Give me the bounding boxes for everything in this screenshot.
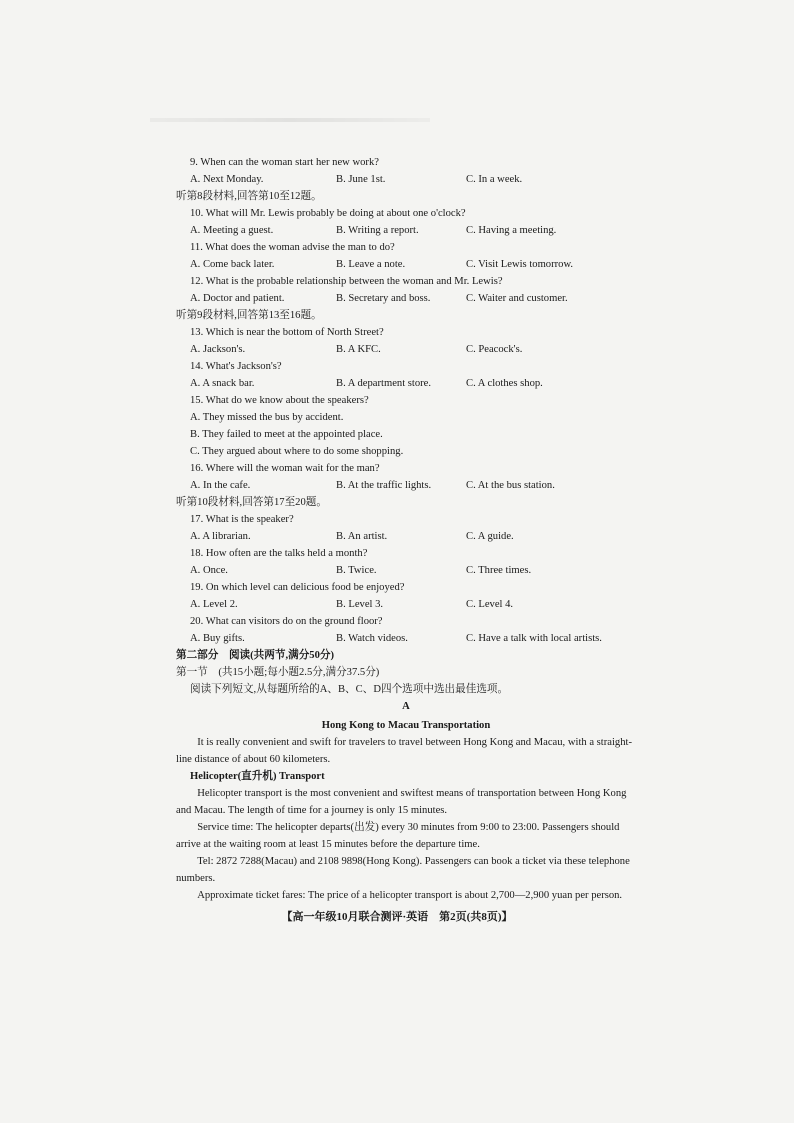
answer-option-c: C. Have a talk with local artists. [466, 633, 602, 644]
question-stem: 16. Where will the woman wait for the man? [190, 463, 380, 474]
answer-options [176, 528, 636, 545]
answer-option-c: C. A clothes shop. [466, 378, 543, 389]
answer-option-a: A. Come back later. [190, 259, 275, 270]
answer-option-b: B. Level 3. [336, 599, 384, 610]
page-footer: 【高一年级10月联合测评·英语 第2页(共8页)】 [281, 911, 513, 923]
answer-option-b: B. June 1st. [336, 174, 386, 185]
answer-option-b: B. Twice. [336, 565, 377, 576]
answer-option: A. They missed the bus by accident. [190, 412, 344, 423]
answer-option-c: C. A guide. [466, 531, 514, 542]
answer-options [176, 256, 636, 273]
answer-option-a: A. Once. [190, 565, 228, 576]
answer-option-a: A. Buy gifts. [190, 633, 245, 644]
question-stem: 12. What is the probable relationship between the woman and Mr. Lewis? [190, 276, 503, 287]
answer-option-c: C. At the bus station. [466, 480, 555, 491]
answer-option-a: A. A snack bar. [190, 378, 255, 389]
answer-option-c: C. In a week. [466, 174, 523, 185]
part2-heading: 第二部分 阅读(共两节,满分50分) [176, 650, 335, 661]
passage-paragraph-5: Approximate ticket fares: The price of a helicopter transport is about 2,700—2,900 yuan per person. [197, 890, 623, 901]
question-stem: 17. What is the speaker? [190, 514, 294, 525]
answer-option-b: B. An artist. [336, 531, 388, 542]
answer-option-b: B. A department store. [336, 378, 432, 389]
passage-paragraph-4: Tel: 2872 7288(Macau) and 2108 9898(Hong Kong). Passengers can book a ticket via these telephone numbers. [176, 856, 630, 884]
passage-letter: A [402, 701, 410, 712]
answer-option-a: A. In the cafe. [190, 480, 251, 491]
passage-paragraph-3: Service time: The helicopter departs(出发) every 30 minutes from 9:00 to 23:00. Passengers should arrive at the waiting room at least 15 minutes before the departure time. [176, 822, 620, 850]
question-stem: 18. How often are the talks held a month? [190, 548, 368, 559]
answer-option-a: A. A librarian. [190, 531, 251, 542]
answer-option-c: C. Waiter and customer. [466, 293, 568, 304]
reading-instruction: 阅读下列短文,从每题所给的A、B、C、D四个选项中选出最佳选项。 [190, 684, 509, 695]
question-stem: 20. What can visitors do on the ground floor? [190, 616, 383, 627]
page-content [176, 154, 636, 904]
answer-options [176, 341, 636, 358]
passage-subhead: Helicopter(直升机) Transport [190, 771, 325, 782]
answer-option-a: A. Level 2. [190, 599, 238, 610]
answer-options [176, 562, 636, 579]
passage-paragraph-1: It is really convenient and swift for travelers to travel between Hong Kong and Macau, with a straight-line distance of about 60 kilometers. [176, 737, 632, 765]
question-stem: 14. What's Jackson's? [190, 361, 282, 372]
scan-artifact [150, 118, 430, 122]
answer-option-b: B. Leave a note. [336, 259, 406, 270]
answer-option-b: B. Secretary and boss. [336, 293, 431, 304]
listening-section-intro: 听第10段材料,回答第17至20题。 [176, 497, 327, 508]
answer-options [176, 630, 636, 647]
answer-option: C. They argued about where to do some shopping. [190, 446, 404, 457]
answer-option-c: C. Peacock's. [466, 344, 523, 355]
answer-options [176, 596, 636, 613]
answer-option-b: B. At the traffic lights. [336, 480, 432, 491]
answer-options [176, 171, 636, 188]
listening-section-intro: 听第9段材料,回答第13至16题。 [176, 310, 322, 321]
answer-option: B. They failed to meet at the appointed place. [190, 429, 383, 440]
passage-paragraph-2: Helicopter transport is the most convenient and swiftest means of transportation between Hong Kong and Macau. The length of time for a journey is only 15 minutes. [176, 788, 627, 816]
listening-section-intro: 听第8段材料,回答第10至12题。 [176, 191, 322, 202]
answer-option-c: C. Having a meeting. [466, 225, 557, 236]
question-stem: 11. What does the woman advise the man to do? [190, 242, 395, 253]
listening-questions [176, 154, 636, 647]
answer-option-b: B. Writing a report. [336, 225, 419, 236]
answer-options [176, 375, 636, 392]
question-stem: 19. On which level can delicious food be enjoyed? [190, 582, 405, 593]
answer-options [176, 222, 636, 239]
answer-option-c: C. Visit Lewis tomorrow. [466, 259, 574, 270]
answer-option-b: B. A KFC. [336, 344, 381, 355]
question-stem: 9. When can the woman start her new work? [190, 157, 379, 168]
answer-option-a: A. Meeting a guest. [190, 225, 274, 236]
answer-option-c: C. Level 4. [466, 599, 514, 610]
answer-option-a: A. Jackson's. [190, 344, 246, 355]
question-stem: 15. What do we know about the speakers? [190, 395, 369, 406]
answer-option-a: A. Doctor and patient. [190, 293, 285, 304]
answer-options [176, 477, 636, 494]
passage-title: Hong Kong to Macau Transportation [321, 720, 491, 731]
section1-heading: 第一节 (共15小题;每小题2.5分,满分37.5分) [176, 667, 380, 678]
answer-option-b: B. Watch videos. [336, 633, 408, 644]
answer-options [176, 290, 636, 307]
answer-option-c: C. Three times. [466, 565, 532, 576]
question-stem: 10. What will Mr. Lewis probably be doing at about one o'clock? [190, 208, 466, 219]
answer-option-a: A. Next Monday. [190, 174, 264, 185]
question-stem: 13. Which is near the bottom of North Street? [190, 327, 384, 338]
